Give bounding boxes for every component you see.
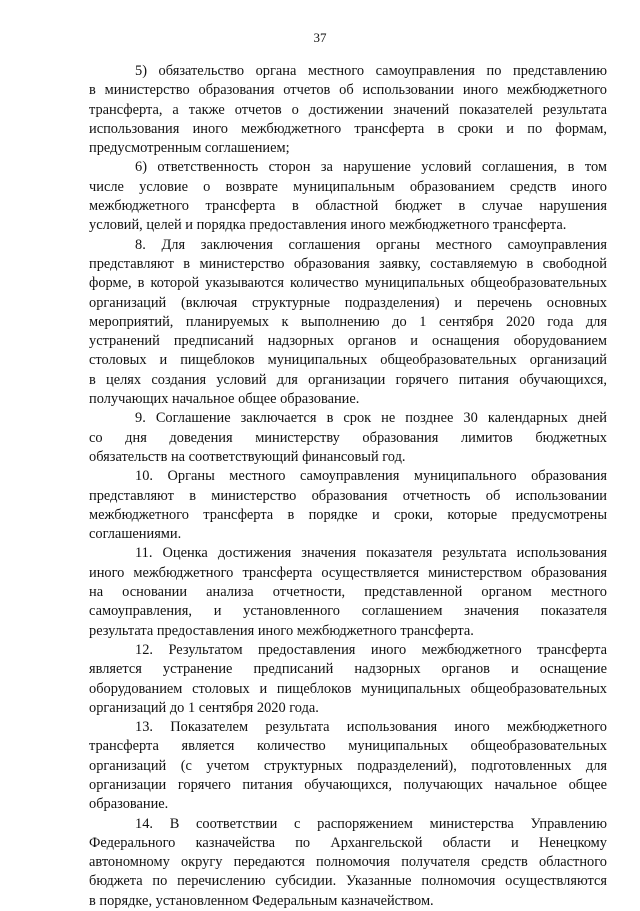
text-line: соглашениями.	[89, 526, 182, 543]
text-line: Федерального казначейства по Архангельской области и Ненецкому	[89, 834, 607, 851]
paragraph-item-11	[89, 544, 607, 640]
text-line: автономному округу передаются полномочия получателя средств областного	[89, 854, 607, 871]
text-line: на основании анализа отчетности, представленной органом местного	[89, 584, 607, 601]
text-line: иного межбюджетного трансферта осуществляется министерством образования	[89, 564, 607, 581]
text-line: устранений предписаний надзорных органов и оснащения оборудованием	[89, 333, 607, 350]
text-line: 14. В соответствии с распоряжением министерства Управлению	[135, 815, 607, 832]
text-line: оборудованием столовых и пищеблоков муниципальных общеобразовательных	[89, 680, 607, 697]
text-line: в порядке, установленном Федеральным казначейством.	[89, 892, 434, 909]
document-body	[89, 62, 607, 911]
text-line: межбюджетного трансферта в областной бюджет в случае нарушения	[89, 198, 607, 215]
text-line: в целях создания условий для организации горячего питания обучающихся,	[89, 371, 607, 388]
text-line: 5) обязательство органа местного самоуправления по представлению	[135, 63, 607, 79]
text-line: со дня доведения министерству образования лимитов бюджетных	[89, 429, 607, 446]
text-line: столовых и пищеблоков муниципальных общеобразовательных организаций	[89, 352, 607, 369]
text-line: образование.	[89, 796, 169, 813]
text-line: обязательств на соответствующий финансовый год.	[89, 448, 406, 465]
text-line: условий, целей и порядка предоставления иного межбюджетного трансферта.	[89, 217, 567, 234]
text-line: представляют в министерство образования отчетность об использовании	[89, 487, 607, 504]
text-line: результата предоставления иного межбюджетного трансферта.	[89, 622, 474, 639]
paragraph-item-5	[89, 62, 607, 158]
paragraph-item-10	[89, 467, 607, 544]
paragraph-item-13	[89, 718, 607, 814]
text-line: представляют в министерство образования заявку, составляемую в свободной	[89, 255, 607, 272]
paragraph-item-9	[89, 409, 607, 467]
text-line: является устранение предписаний надзорных органов и оснащение	[89, 661, 607, 678]
text-line: 11. Оценка достижения значения показателя результата использования	[135, 545, 607, 562]
text-line: числе условие о возврате муниципальным образованием средств иного	[89, 178, 607, 195]
text-line: организации горячего питания обучающихся, получающих начальное общее	[89, 776, 607, 793]
text-line: предусмотренным соглашением;	[89, 140, 290, 157]
text-line: организаций (включая структурные подразделения) и перечень основных	[89, 294, 607, 311]
text-line: самоуправления, и установленного соглашением значения показателя	[89, 603, 607, 620]
text-line: организаций до 1 сентября 2020 года.	[89, 699, 319, 716]
text-line: в министерство образования отчетов об использовании иного межбюджетного	[89, 82, 607, 99]
text-line: мероприятий, планируемых к выполнению до 1 сентября 2020 года для	[89, 313, 607, 330]
text-line: 12. Результатом предоставления иного межбюджетного трансферта	[135, 641, 607, 658]
text-line: 9. Соглашение заключается в срок не позднее 30 календарных дней	[135, 410, 607, 427]
text-line: организаций (с учетом структурных подразделений), подготовленных для	[89, 757, 607, 774]
page-number: 37	[313, 30, 327, 45]
text-line: 10. Органы местного самоуправления муниципального образования	[135, 468, 607, 485]
text-line: 13. Показателем результата использования иного межбюджетного	[135, 719, 607, 736]
paragraph-item-14	[89, 815, 607, 911]
paragraph-item-8	[89, 236, 607, 410]
text-line: 6) ответственность сторон за нарушение условий соглашения, в том	[135, 159, 607, 176]
text-line: получающих начальное общее образование.	[89, 391, 360, 408]
text-line: форме, в которой указываются количество муниципальных общеобразовательных	[89, 275, 607, 292]
text-line: трансферта, а также отчетов о достижении значений показателей результата	[89, 101, 607, 118]
text-line: бюджета по перечислению субсидии. Указанные полномочия осуществляются	[89, 873, 607, 890]
text-line: использования иного межбюджетного трансферта в сроки и по формам,	[89, 120, 607, 137]
paragraph-item-6	[89, 158, 607, 235]
text-line: трансферта является количество муниципальных общеобразовательных	[89, 738, 607, 755]
text-line: межбюджетного трансферта в порядке и сроки, которые предусмотрены	[89, 506, 607, 523]
paragraph-item-12	[89, 641, 607, 718]
text-line: 8. Для заключения соглашения органы местного самоуправления	[135, 236, 607, 253]
